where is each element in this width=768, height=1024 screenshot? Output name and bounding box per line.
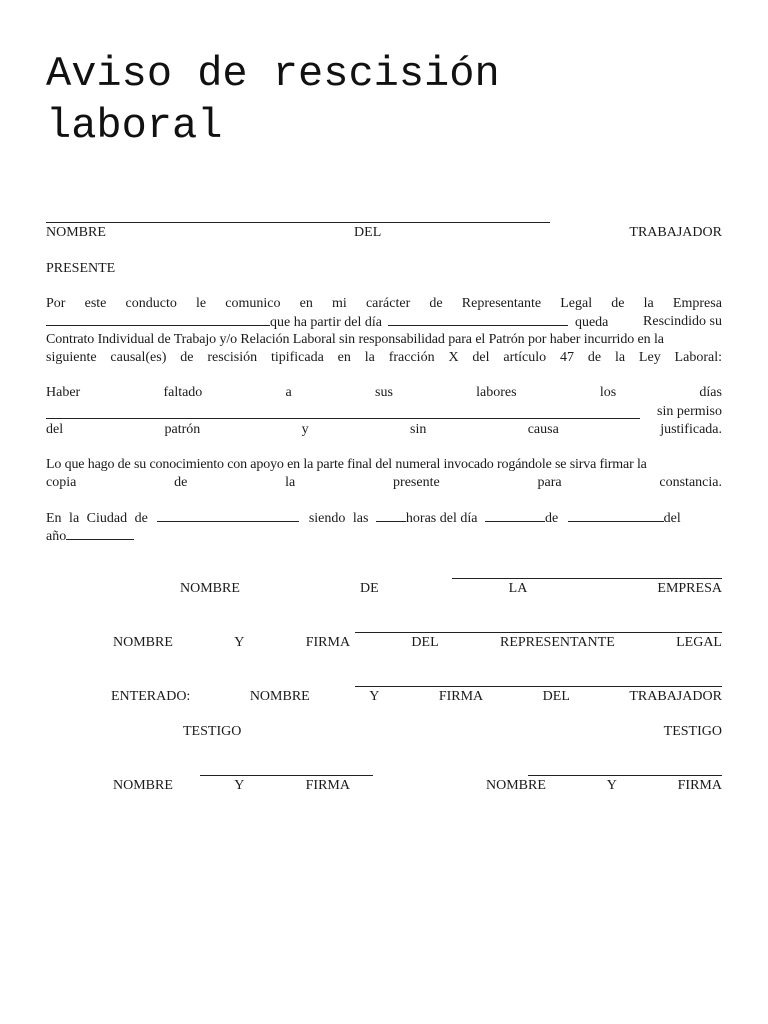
p2-line-2: sin permiso: [657, 404, 722, 419]
worker-name-caption: [46, 224, 722, 242]
witness-label-left: TESTIGO: [183, 724, 242, 739]
p1-line-3: Contrato Individual de Trabajo y/o Relación Laboral sin responsabilidad para el Patrón por haber incurrido en la: [46, 332, 664, 347]
days-blank-line[interactable]: [46, 418, 640, 419]
year-blank[interactable]: [66, 527, 134, 540]
p4-line-1: En la Ciudad de siendo las horas del día de del: [46, 511, 681, 526]
company-name-blank[interactable]: [46, 313, 270, 326]
company-signature-line[interactable]: [452, 578, 722, 579]
title-line-2: laboral: [46, 102, 223, 150]
p3-line-1: Lo que hago de su conocimiento con apoyo en la parte final del numeral invocado rogándole se sirva firmar la: [46, 457, 647, 472]
representative-signature-caption: NOMBRE Y FIRMA DEL REPRESENTANTE LEGAL: [113, 635, 722, 650]
p1-line-2: que ha partir del día queda Rescindido su: [46, 313, 722, 332]
witness-label-right: TESTIGO: [663, 724, 722, 739]
p1-line-4: siguiente causal(es) de rescisión tipificada en la fracción X del artículo 47 de la Ley Laboral:: [46, 350, 722, 365]
representative-signature-line[interactable]: [355, 632, 722, 633]
worker-name-line: [46, 222, 550, 223]
caption-word: DEL: [354, 225, 382, 240]
witness-left-signature-line[interactable]: [200, 775, 373, 776]
p2-line-3: del patrón y sin causa justificada.: [46, 422, 722, 437]
p3-line-2: copia de la presente para constancia.: [46, 475, 722, 490]
company-signature-caption: NOMBRE DE LA EMPRESA: [180, 581, 722, 596]
worker-signature-line[interactable]: [355, 686, 722, 687]
day-blank[interactable]: [485, 509, 545, 522]
title-line-1: Aviso de rescisión: [46, 50, 500, 98]
caption-word: NOMBRE: [46, 225, 106, 240]
worker-signature-caption: ENTERADO: NOMBRE Y FIRMA DEL TRABAJADOR: [111, 689, 722, 704]
caption-word: TRABAJADOR: [629, 225, 722, 240]
witness-right-signature-line[interactable]: [528, 775, 722, 776]
date-blank[interactable]: [388, 313, 568, 326]
witness-left-caption: NOMBRE Y FIRMA: [113, 778, 350, 793]
hours-blank[interactable]: [376, 509, 406, 522]
presente-label: PRESENTE: [46, 261, 116, 276]
witness-right-caption: NOMBRE Y FIRMA: [486, 778, 722, 793]
month-blank[interactable]: [568, 509, 664, 522]
p4-line-2: año: [46, 527, 134, 546]
p1-line-1: Por este conducto le comunico en mi carácter de Representante Legal de la Empresa: [46, 296, 722, 311]
p2-line-1: Haber faltado a sus labores los días: [46, 385, 722, 400]
city-blank[interactable]: [157, 509, 299, 522]
document-title: [46, 48, 500, 152]
